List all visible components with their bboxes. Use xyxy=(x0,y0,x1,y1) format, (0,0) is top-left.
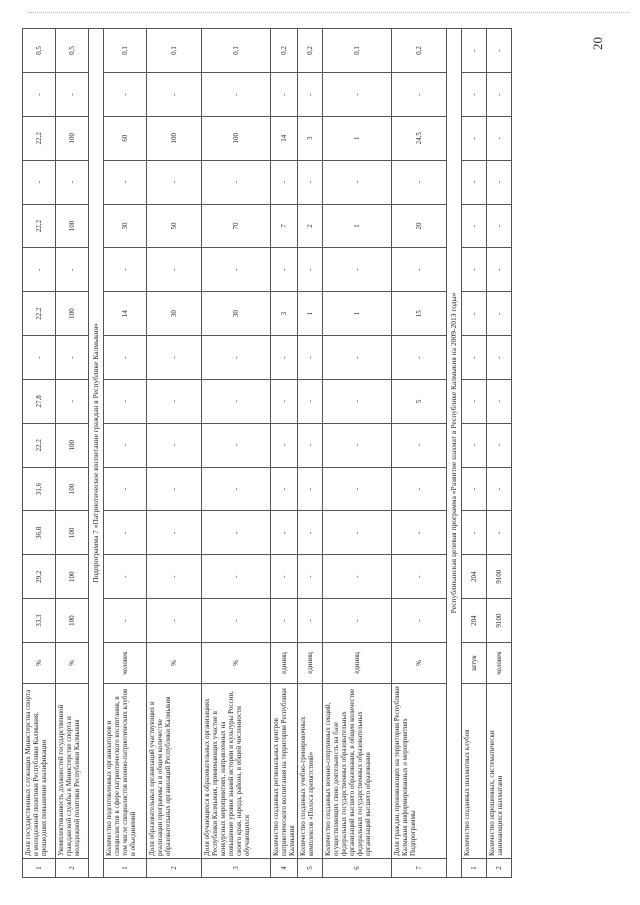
value-cell: 15 xyxy=(392,292,447,336)
table-row xyxy=(392,29,447,878)
value-cell: 0,1 xyxy=(202,29,271,73)
value-cell: 100 xyxy=(202,116,271,160)
row-number: 2 xyxy=(147,859,202,878)
row-number: 4 xyxy=(271,859,298,878)
value-cell: - xyxy=(487,73,512,117)
table-row xyxy=(298,29,323,878)
value-cell: 100 xyxy=(56,599,89,643)
unit-cell: % xyxy=(392,643,447,684)
value-cell: - xyxy=(104,379,147,423)
table-sheet xyxy=(22,28,582,878)
value-cell: - xyxy=(392,336,447,380)
value-cell: 30 xyxy=(104,204,147,248)
value-cell: 0,2 xyxy=(271,29,298,73)
value-cell: 22,2 xyxy=(23,292,56,336)
value-cell: - xyxy=(104,467,147,511)
value-cell: - xyxy=(202,599,271,643)
value-cell: - xyxy=(298,599,323,643)
value-cell: - xyxy=(56,248,89,292)
value-cell: - xyxy=(392,511,447,555)
value-cell: - xyxy=(147,599,202,643)
value-cell: - xyxy=(323,599,392,643)
value-cell: - xyxy=(323,73,392,117)
indicators-table xyxy=(22,28,512,878)
indicator-name: Количество созданных региональных центров патриотического воспитания на территории Республики Калмыкия xyxy=(271,684,298,859)
value-cell: - xyxy=(392,555,447,599)
value-cell: - xyxy=(202,248,271,292)
value-cell: - xyxy=(462,248,487,292)
value-cell: 0,2 xyxy=(392,29,447,73)
value-cell: 22,2 xyxy=(23,423,56,467)
row-number: 5 xyxy=(298,859,323,878)
table-row xyxy=(487,29,512,878)
value-cell: - xyxy=(271,73,298,117)
value-cell: 60 xyxy=(104,116,147,160)
value-cell: 36,8 xyxy=(23,511,56,555)
indicator-name: Количество созданных шахматных клубов xyxy=(462,684,487,859)
value-cell: - xyxy=(487,511,512,555)
value-cell: - xyxy=(487,116,512,160)
value-cell: - xyxy=(323,555,392,599)
value-cell: - xyxy=(487,29,512,73)
value-cell: - xyxy=(462,292,487,336)
value-cell: - xyxy=(462,204,487,248)
value-cell: 100 xyxy=(56,116,89,160)
value-cell: - xyxy=(202,160,271,204)
value-cell: - xyxy=(298,555,323,599)
table-row xyxy=(202,29,271,878)
unit-cell: % xyxy=(147,643,202,684)
value-cell: - xyxy=(104,160,147,204)
value-cell: - xyxy=(462,29,487,73)
value-cell: - xyxy=(392,73,447,117)
value-cell: - xyxy=(392,423,447,467)
value-cell: - xyxy=(147,73,202,117)
value-cell: - xyxy=(147,379,202,423)
value-cell: - xyxy=(104,73,147,117)
indicator-name: Укомплектованность должностей государственной гражданской службы в Министерстве спорта и молодежной политики Республики Калмыкия xyxy=(56,684,89,859)
value-cell: - xyxy=(56,336,89,380)
value-cell: - xyxy=(271,467,298,511)
value-cell: - xyxy=(487,292,512,336)
value-cell: 100 xyxy=(56,467,89,511)
value-cell: - xyxy=(147,248,202,292)
value-cell: 1 xyxy=(298,292,323,336)
value-cell: - xyxy=(202,336,271,380)
value-cell: 70 xyxy=(202,204,271,248)
row-number: 7 xyxy=(392,859,447,878)
indicator-name: Количество созданных учебно-тренировочных комплексов «Полоса препятствий» xyxy=(298,684,323,859)
value-cell: 100 xyxy=(56,204,89,248)
value-cell: - xyxy=(271,511,298,555)
value-cell: 22,2 xyxy=(23,204,56,248)
unit-cell: человек xyxy=(487,643,512,684)
value-cell: 100 xyxy=(56,555,89,599)
value-cell: - xyxy=(271,379,298,423)
table-row xyxy=(104,29,147,878)
value-cell: 100 xyxy=(56,423,89,467)
value-cell: 29,2 xyxy=(23,555,56,599)
value-cell: - xyxy=(147,511,202,555)
value-cell: 9100 xyxy=(487,555,512,599)
value-cell: - xyxy=(323,511,392,555)
value-cell: - xyxy=(104,555,147,599)
value-cell: - xyxy=(271,248,298,292)
value-cell: 1 xyxy=(323,116,392,160)
unit-cell: единиц xyxy=(271,643,298,684)
page-number: 20 xyxy=(590,37,605,50)
value-cell: 3 xyxy=(298,116,323,160)
value-cell: - xyxy=(298,511,323,555)
value-cell: - xyxy=(392,248,447,292)
value-cell: 3 xyxy=(271,292,298,336)
row-number: 1 xyxy=(23,859,56,878)
table-row xyxy=(23,29,56,878)
unit-cell: % xyxy=(56,643,89,684)
value-cell: - xyxy=(104,599,147,643)
value-cell: 30 xyxy=(147,292,202,336)
value-cell: - xyxy=(462,511,487,555)
value-cell: 100 xyxy=(56,292,89,336)
section-header-subprogram-7: Подпрограмма 7 «Патриотическое воспитание граждан в Республике Калмыкия» xyxy=(89,29,104,878)
unit-cell: единиц xyxy=(323,643,392,684)
value-cell: 9100 xyxy=(487,599,512,643)
value-cell: - xyxy=(104,423,147,467)
value-cell: - xyxy=(462,467,487,511)
value-cell: - xyxy=(487,379,512,423)
value-cell: - xyxy=(323,467,392,511)
value-cell: - xyxy=(202,511,271,555)
value-cell: 0,5 xyxy=(23,29,56,73)
row-number: 1 xyxy=(462,859,487,878)
value-cell: - xyxy=(323,160,392,204)
value-cell: - xyxy=(202,467,271,511)
value-cell: 100 xyxy=(56,511,89,555)
row-number: 6 xyxy=(323,859,392,878)
value-cell: 100 xyxy=(147,116,202,160)
row-number: 3 xyxy=(202,859,271,878)
unit-cell: штук xyxy=(462,643,487,684)
value-cell: - xyxy=(23,73,56,117)
value-cell: - xyxy=(104,248,147,292)
value-cell: - xyxy=(271,423,298,467)
value-cell: - xyxy=(56,73,89,117)
value-cell: - xyxy=(104,511,147,555)
value-cell: - xyxy=(323,379,392,423)
value-cell: 0,5 xyxy=(56,29,89,73)
value-cell: 20 xyxy=(392,204,447,248)
value-cell: 0,1 xyxy=(323,29,392,73)
value-cell: - xyxy=(487,248,512,292)
unit-cell: % xyxy=(23,643,56,684)
value-cell: 5 xyxy=(392,379,447,423)
table-row xyxy=(147,29,202,878)
indicator-name: Доля граждан, проживающих на территории Республики Калмыкия информированных о мероприятиях Подпрограммы xyxy=(392,684,447,859)
value-cell: 204 xyxy=(462,555,487,599)
value-cell: - xyxy=(323,248,392,292)
value-cell: 33,3 xyxy=(23,599,56,643)
indicator-name: Доля обучающихся в образовательных организациях Республики Калмыкия, принимающих участие в конкурсных мероприятиях, направленных на повышение уровня знаний истории и культуры России, своего края, народа, района, в общей численности обучающихся xyxy=(202,684,271,859)
value-cell: - xyxy=(271,336,298,380)
value-cell: - xyxy=(298,467,323,511)
value-cell: - xyxy=(104,336,147,380)
row-number: 2 xyxy=(487,859,512,878)
value-cell: - xyxy=(56,160,89,204)
value-cell: - xyxy=(202,379,271,423)
value-cell: 24,5 xyxy=(392,116,447,160)
value-cell: - xyxy=(462,73,487,117)
indicator-name: Количество созданных военно-спортивных секций, осуществляющих свою деятельность на базе федеральных государственных образовательных организаций высшего образования, в общем количестве федеральных государственных образовательных организаций высшего образования xyxy=(323,684,392,859)
unit-cell: единиц xyxy=(298,643,323,684)
value-cell: - xyxy=(487,467,512,511)
value-cell: - xyxy=(487,423,512,467)
value-cell: - xyxy=(298,336,323,380)
value-cell: - xyxy=(323,336,392,380)
value-cell: 14 xyxy=(104,292,147,336)
value-cell: - xyxy=(23,336,56,380)
value-cell: 50 xyxy=(147,204,202,248)
value-cell: - xyxy=(392,599,447,643)
value-cell: - xyxy=(271,160,298,204)
value-cell: - xyxy=(462,160,487,204)
unit-cell: человек xyxy=(104,643,147,684)
table-row xyxy=(462,29,487,878)
value-cell: - xyxy=(392,160,447,204)
value-cell: - xyxy=(392,467,447,511)
value-cell: 7 xyxy=(271,204,298,248)
section-header-chess: Республиканская целевая программа «Развитие шахмат в Республике Калмыкия на 2009-2013 годы» xyxy=(447,29,462,878)
value-cell: 1 xyxy=(323,204,392,248)
value-cell: - xyxy=(323,423,392,467)
value-cell: 1 xyxy=(323,292,392,336)
value-cell: 0,1 xyxy=(104,29,147,73)
value-cell: - xyxy=(487,204,512,248)
value-cell: - xyxy=(147,555,202,599)
value-cell: - xyxy=(23,248,56,292)
value-cell: - xyxy=(271,555,298,599)
value-cell: 204 xyxy=(462,599,487,643)
value-cell: - xyxy=(271,599,298,643)
value-cell: - xyxy=(147,423,202,467)
value-cell: - xyxy=(462,379,487,423)
value-cell: - xyxy=(462,423,487,467)
indicator-name: Количество подготовленных организаторов и специалистов в сфере патриотического воспитания, в том числе специалистов военно-патриотических клубов и объединений xyxy=(104,684,147,859)
value-cell: - xyxy=(462,336,487,380)
value-cell: - xyxy=(487,160,512,204)
value-cell: - xyxy=(487,336,512,380)
value-cell: - xyxy=(202,73,271,117)
value-cell: 27,8 xyxy=(23,379,56,423)
value-cell: - xyxy=(298,379,323,423)
section-row xyxy=(447,29,462,878)
scan-edge xyxy=(28,12,628,15)
value-cell: 30 xyxy=(202,292,271,336)
indicator-name: Количество опрошенных, систематически занимающихся шахматами xyxy=(487,684,512,859)
value-cell: - xyxy=(147,160,202,204)
value-cell: 2 xyxy=(298,204,323,248)
value-cell: - xyxy=(298,160,323,204)
indicator-name: Доля образовательных организаций участвующих в реализации программы и в общем количестве образовательных организаций Республики Калмыкия xyxy=(147,684,202,859)
value-cell: - xyxy=(56,379,89,423)
value-cell: - xyxy=(298,73,323,117)
value-cell: 0,1 xyxy=(147,29,202,73)
value-cell: - xyxy=(298,423,323,467)
unit-cell: % xyxy=(202,643,271,684)
value-cell: 14 xyxy=(271,116,298,160)
value-cell: - xyxy=(147,336,202,380)
value-cell: 31,6 xyxy=(23,467,56,511)
value-cell: 22,2 xyxy=(23,116,56,160)
value-cell: - xyxy=(202,555,271,599)
value-cell: - xyxy=(462,116,487,160)
value-cell: - xyxy=(298,248,323,292)
value-cell: - xyxy=(202,423,271,467)
section-row xyxy=(89,29,104,878)
value-cell: - xyxy=(147,467,202,511)
value-cell: 0,2 xyxy=(298,29,323,73)
row-number: 1 xyxy=(104,859,147,878)
value-cell: - xyxy=(23,160,56,204)
table-row xyxy=(323,29,392,878)
row-number: 2 xyxy=(56,859,89,878)
indicator-name: Доля государственных служащих Министерства спорта и молодежной политики Республики Калмыкия, прошедших повышение квалификации xyxy=(23,684,56,859)
table-row xyxy=(271,29,298,878)
table-row xyxy=(56,29,89,878)
